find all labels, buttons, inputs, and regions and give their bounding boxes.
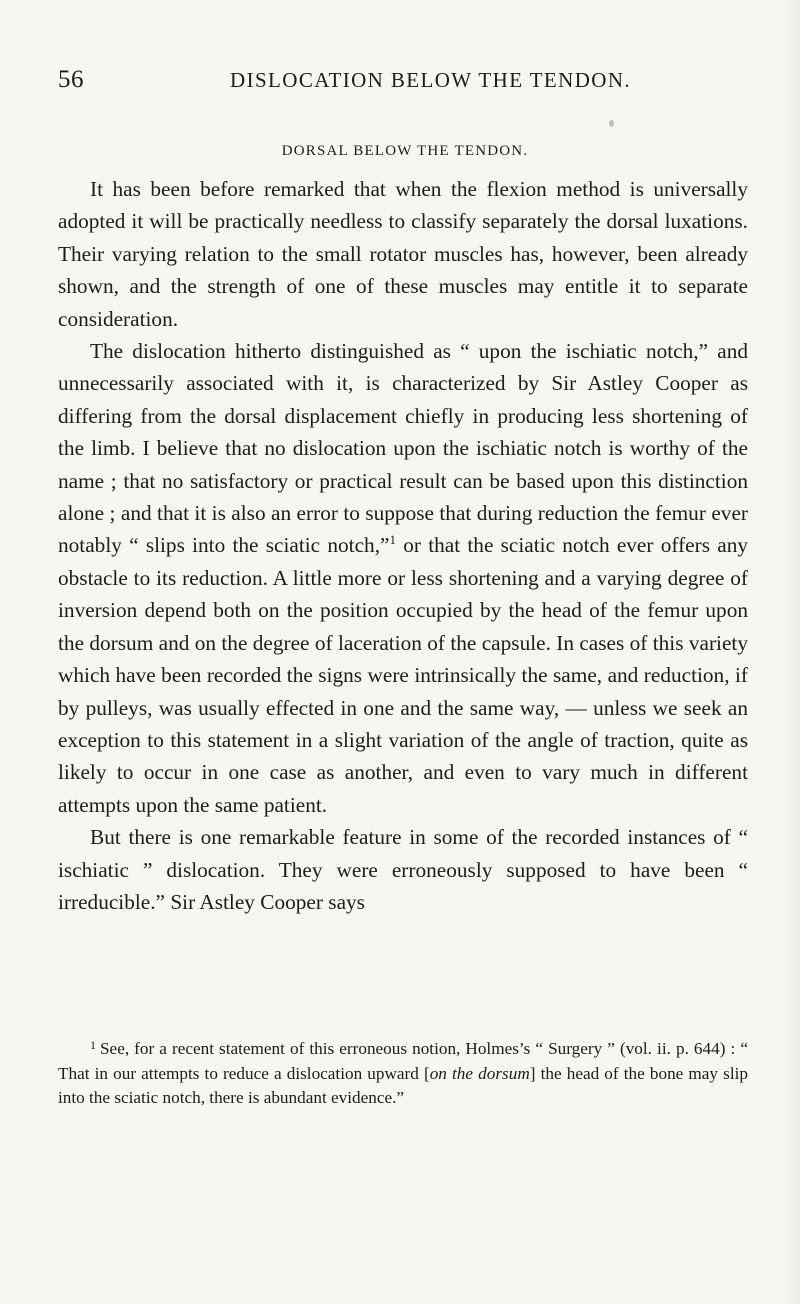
paragraph-1: It has been before remarked that when the flexion method is universally adopted it will be practically needless to classify separately the dorsal luxations. Their varying relation to the small rotator muscles has, however, been already shown, and the strength of one of these muscles may entitle it to separate consideration. bbox=[58, 177, 748, 331]
footnote-reference: 1 bbox=[389, 532, 396, 548]
footnote-text-after: ] the head of the bone may slip into the sciatic notch, there is abundant evidence.” bbox=[58, 1063, 748, 1108]
footnote-text-before: See, for a recent statement of this erroneous notion, Holmes’s “ Surgery ” (vol. ii. p. 644) : “ That in our attempts to reduce a dislocation upward [ bbox=[58, 1039, 748, 1083]
section-heading: DORSAL BELOW THE TENDON. bbox=[281, 143, 529, 159]
paragraph-2-after: or that the sciatic notch ever offers any obstacle to its reduction. A little more or less shortening and a varying degree of inversion depend both on the position occupied by the head of the femur upon the dorsum and on the degree of laceration of the capsule. In cases of this variety which have been recorded the signs were intrinsically the same, and reduction, if by pulleys, was usually effected in one and the same way, — unless we seek an exception to this statement in a slight variation of the angle of traction, quite as likely to occur in one case as another, and even to vary much in different attempts upon the same patient. bbox=[58, 533, 748, 817]
running-title: DISLOCATION BELOW THE TENDON. bbox=[230, 68, 632, 92]
page-number: 56 bbox=[58, 66, 84, 93]
ink-spot bbox=[609, 120, 614, 127]
footnote-text-italic: on the dorsum bbox=[429, 1063, 530, 1083]
footnote-mark: 1 bbox=[90, 1038, 96, 1052]
body-text bbox=[58, 173, 748, 918]
footnote-text bbox=[58, 1037, 748, 1111]
paragraph-2-before: The dislocation hitherto distinguished as “ upon the ischiatic notch,” and unnecessarily associated with it, is characterized by Sir Astley Cooper as differing from the dorsal displacement chiefly in producing less shortening of the limb. I believe that no dislocation upon the ischiatic notch is worthy of the name ; that no satisfactory or practical result can be based upon this distinction alone ; and that it is also an error to suppose that during reduction the femur ever notably “ slips into the sciatic notch,” bbox=[58, 339, 748, 558]
footnote bbox=[58, 1037, 748, 1111]
paragraph-3: But there is one remarkable feature in some of the recorded instances of “ ischiatic ” dislocation. They were erroneously supposed to have been “ irreducible.” Sir Astley Cooper says bbox=[58, 825, 748, 914]
page-edge-shadow bbox=[786, 0, 800, 1304]
paragraph-2 bbox=[58, 335, 748, 821]
running-head bbox=[58, 66, 748, 96]
